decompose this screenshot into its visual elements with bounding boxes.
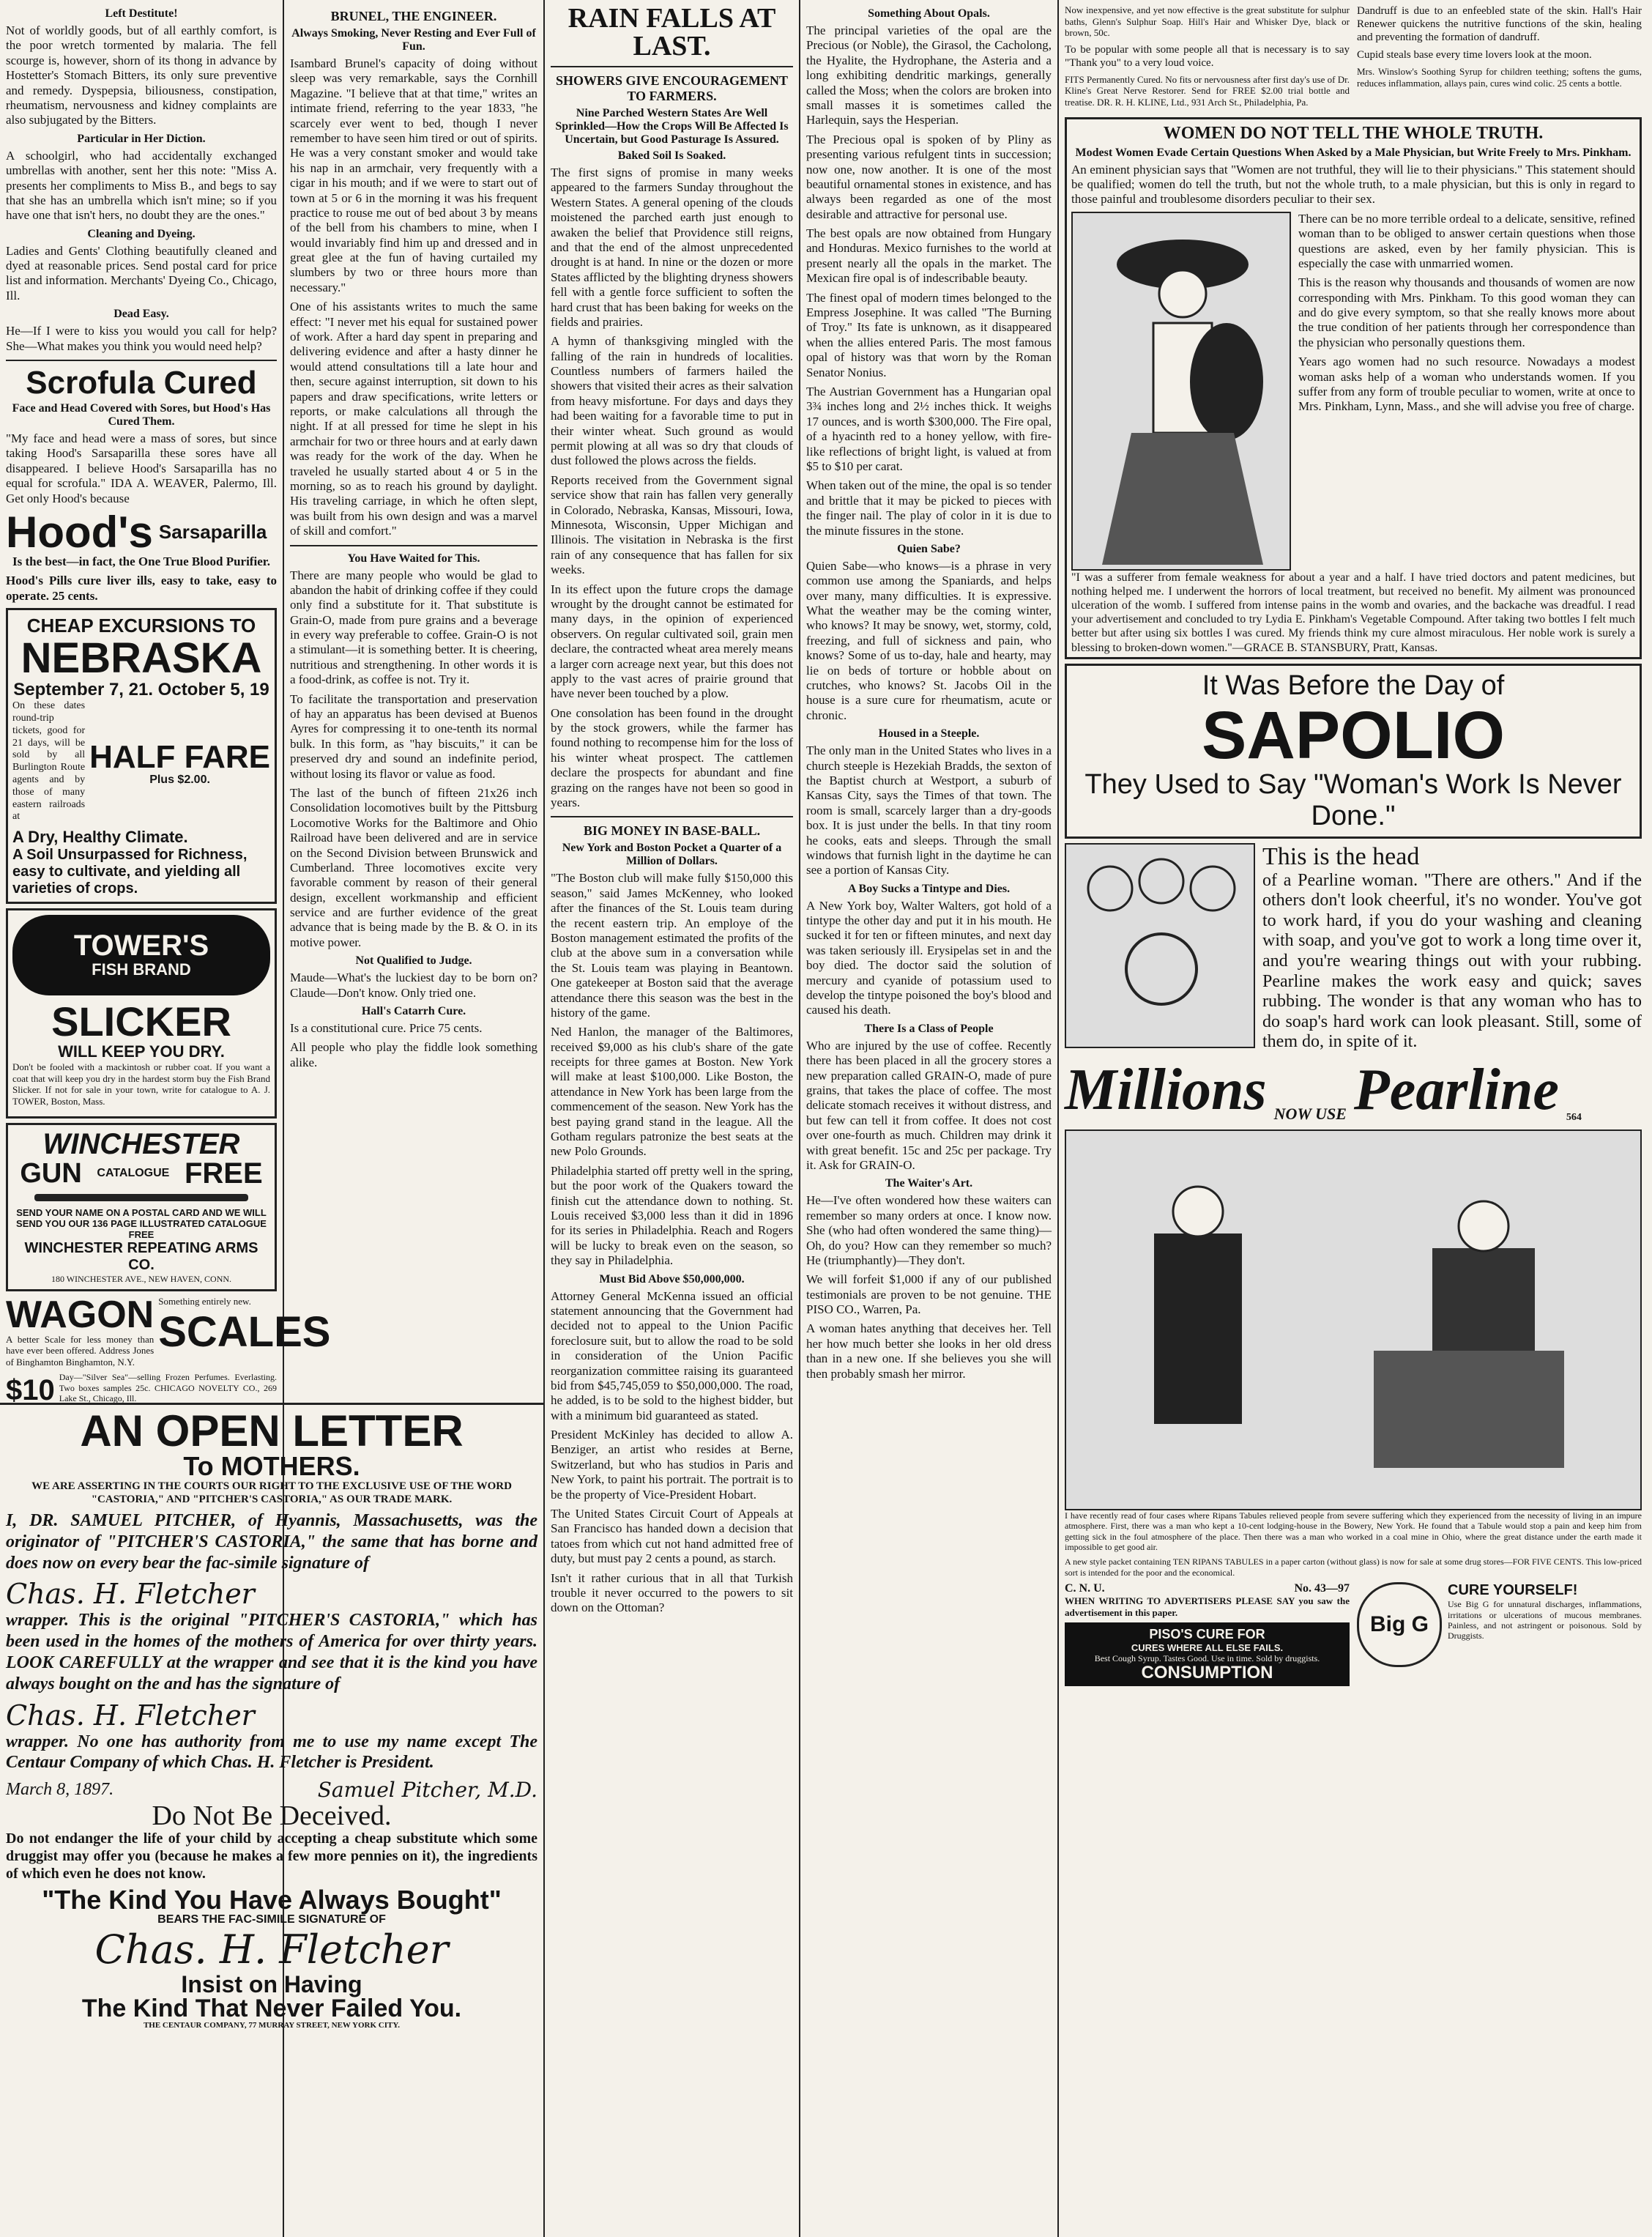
ad-text: Hood's Pills cure liver ills, easy to take, easy to operate. 25 cents.: [6, 574, 277, 603]
article-text: Who are injured by the use of coffee. Recently there has been placed in all the grocery stores a new preparation called GRAIN-O, made of pure grains, that takes the place of coffee. The most delicate stomach receives it without distress, and but few can tell it from coffee. It does not cost over one-fourth as much. Children may drink it with great benefit. 15c and 25c per package. Try it. Ask for GRAIN-O.: [806, 1038, 1052, 1172]
headline: BIG MONEY IN BASE-BALL.: [583, 823, 761, 839]
article-text: Is a constitutional cure. Price 75 cents.: [290, 1021, 483, 1036]
article-text: The only man in the United States who lives in a church steeple is Hezekiah Bradds, the sexton of the Baptist church at Westport, a suburb of Kansas City, says the Times of that town. The room is small, scarcely larger than a dry-goods box. It is just under the bells. In that tiny room he cooks, eats and sleeps. Through the small windows that furnish light in the daytime he can see a portion of Kansas City.: [806, 743, 1052, 878]
ripans-illustration: [1065, 1129, 1642, 1510]
article-text: When taken out of the mine, the opal is so tender and brittle that it may be picked to pieces with the finger nail. The play of color in it is due to the minute fissures in the stone.: [806, 478, 1052, 538]
column-4: [800, 0, 1057, 2237]
column-1: [0, 0, 331, 1406]
nebraska-ad: CHEAP EXCURSIONS TO NEBRASKA September 7, 21. October 5, 19 On these dates round-trip tickets, good for 21 days, will be sold by all Burlington Route agents and by those of many eastern railroads at HALF FARE Plus $2.00. A Dry, Healthy Climate. A Soil Unsurpassed for Richness, easy to cultivate, and yielding all varieties of crops.: [6, 608, 277, 904]
headline: Something About Opals.: [868, 7, 990, 20]
big-g-ad: Big G CURE YOURSELF! Use Big G for unnatural discharges, inflammations, irritations or ulcerations of mucous membranes. Painless, and not astringent or poisonous. Sold by Druggists.: [1357, 1582, 1642, 1686]
fletcher-signature: Chas. H. Fletcher: [94, 1926, 449, 1973]
headline: Cleaning and Dyeing.: [87, 227, 196, 240]
rifle-icon: [34, 1194, 248, 1201]
article-text: A hymn of thanksgiving mingled with the falling of the rain in hundreds of localities. Countless numbers of farmers hailed the showers that visited their acres as their salvation from heavy misfortune. For days and days they had been waiting for a favorable time to put in their winter wheat. Such ground as would permit plowing at all was so dry that clouds of dust followed the plows across the fields.: [551, 334, 793, 468]
article-text: A woman hates anything that deceives her. Tell her how much better she looks in her old dress than in a new one. If she believes you she will then probably smash her mirror.: [806, 1321, 1052, 1381]
article-text: We will forfeit $1,000 if any of our published testimonials are proven to be not genuine. THE PISO CO., Warren, Pa.: [806, 1272, 1052, 1317]
article-text: The finest opal of modern times belonged to the Empress Josephine. It was called "The Burning of Troy." Its fate is unknown, as it disappeared when the allies entered Paris. The most famous opal of history was that worn by the Roman Senator Nonius.: [806, 290, 1052, 379]
bottom-ads: C. N. U. No. 43—97 WHEN WRITING TO ADVERTISERS PLEASE SAY you saw the advertisement in this paper. PISO'S CURE FOR CURES WHERE ALL ELSE FAILS. Best Cough Syrup. Tastes Good. Use in time. Sold by druggists. CONSUMPTION Big G CURE YOURSELF! Use Big G for unnatural discharges, inflammations, irritations or ulcerations of mucous membranes. Painless, and not astringent or poisonous. Sold by Druggists.: [1065, 1582, 1642, 1686]
article-text: The United States Circuit Court of Appeals at San Francisco has handed down a decision that tatoes from which cut not hand admitted free of duty, but must pay 2 cents a pound, as starch.: [551, 1507, 793, 1566]
article-text: Isn't it rather curious that in all that Turkish trouble it never occurred to the powers to sit down on the Ottoman?: [551, 1570, 793, 1615]
article-text: Not of worldly goods, but of all earthly comfort, is the poor wretch tormented by malaria. The fell scourge is, however, shorn of its thong in advance by Hostetter's Stomach Bitters, its only sure preventive and remedy. Dyspepsia, biliousness, constipation, rheumatism, nervousness and kidney complaints are also subjugated by the Bitters.: [6, 23, 277, 127]
article-text: The Precious opal is spoken of by Pliny as presenting various refulgent tints in succession; now one, now another. It is one of the most beautiful ornamental stones in existence, and has always been regarded as one of the most desirable and attractive for personal use.: [806, 132, 1052, 221]
article-text: The first signs of promise in many weeks appeared to the farmers Sunday throughout the Western States. A general opening of the clouds moistened the parched earth just enough to awaken the belief that Providence still reigns, and that the end of the almost unprecedented drought is at hand. In nine or the dozen or more States afflicted by the blighting dryness showers fell with a gentle force sufficient to soften the hard crust that has been baking for weeks on the fields and prairies.: [551, 166, 793, 329]
pinkham-ad: WOMEN DO NOT TELL THE WHOLE TRUTH. Modest Women Evade Certain Questions When Asked by a Male Physician, but Write Freely to Mrs. Pinkham. An eminent physician says that "Women are not truthful, they will lie to their physicians." This statement should be qualified; women do tell the truth, but not the whole truth, to a male physician, but this is only in regard to those painful and troublesome disorders peculiar to their sex. There can be no more terrible ordeal to a delicate, sensitive, refined woman than to be obliged to answer certain questions when those questions are asked, even by her family physician. This is especially the case with unmarried women. This is the reason why thousands and thousands of women are now corresponding with Mrs. Pinkham. To this good woman they can and do give every symptom, so that she really knows more about the true condition of her patients through her correspondence than the physician who personally questions them. Years ago women had no such resource. Nowadays a modest woman asks help of a woman who understands women. If you suffer from any form of trouble peculiar to women, write at once to Mrs. Pinkham, Lynn, Mass., and she will advise you free of charge. "I was a sufferer from female weakness for about a year and a half. I have tried doctors and patent medicines, but nothing helped me. I underwent the horrors of local treatment, but received no benefit. My ailment was pronounced ulceration of the womb. I suffered from intense pains in the womb and ovaries, and the backache was dreadful. I read your advertisement and concluded to try Lydia E. Pinkham's Vegetable Compound. After taking two bottles I felt much better but after using six bottles I was cured. My friends think my cure almost miraculous. Her noble work is surely a blessing to broken-down women."—GRACE B. STANSBURY, Pratt, Kansas.: [1065, 117, 1642, 659]
article-text: "The Boston club will make fully $150,000 this season," said James McKenney, who looked after the finances of the St. Louis team during the recent eastern trip. An employe of the Boston management estimated the profits of the club at the above sum in a conversation while the St. Louis team was playing in Beantown. One gatekeeper at Boston said that the average attendance there this season was the best in the history of the game.: [551, 871, 793, 1020]
article-text: Isambard Brunel's capacity of doing without sleep was very remarkable, says the Cornhill Magazine. "I believe that at that time," writes an intimate friend, referring to the year 1833, "he scarcely ever went to bed, though I never remember to have seen him tired or out of spirits. He was a very constant smoker and would take his nap in an armchair, very frequently with a cigar in his mouth; and if we were to start out of town at 5 or 6 in the morning it was his frequent practice to rouse me out of bed about 3 by means of the bell from his chambers to mine, when I would invariably find him up and dressed and in great glee at the fun of having curtailed my slumbers by two or three hours more than necessary.": [290, 56, 537, 294]
article-text: President McKinley has decided to allow A. Benziger, an artist who resides at Berne, Switzerland, but who has studios in Paris and New York, to paint his portrait. The portrait is to be the property of Vice-President Hobart.: [551, 1428, 793, 1502]
article-text: All people who play the fiddle look something alike.: [290, 1040, 537, 1069]
column-2: [284, 0, 543, 1403]
article-text: Attorney General McKenna issued an official statement announcing that the Government had decided not to appeal to the Union Pacific foreclosure suit, but to allow the road to be sold in consideration of the Union Pacific reorganization committee raising its guaranteed bid from $45,745,059 to $50,000,000. The road, he added, is to be sold to the highest bidder, but with a minimum bid guaranteed as stated.: [551, 1288, 793, 1422]
headline: The Waiter's Art.: [885, 1177, 973, 1190]
sapolio-ad: It Was Before the Day of SAPOLIO They Used to Say "Woman's Work Is Never Done.": [1065, 664, 1642, 839]
article-text: A New York boy, Walter Walters, got hold of a tintype the other day and put it in his mouth. He sucked it for ten or fifteen minutes, and next day was taken seriously ill. Erysipelas set in and the boy died. The doctor said the solution of mercury and cyanide of potassium used to develop the tintype poisoned the boy's blood and caused his death.: [806, 898, 1052, 1017]
subhead: New York and Boston Pocket a Quarter of a Million of Dollars.: [562, 842, 782, 868]
article-text: Ladies and Gents' Clothing beautifully cleaned and dyed at reasonable prices. Send postal card for price list and information. Merchants' Dyeing Co., Chicago, Ill.: [6, 243, 277, 303]
article-text: Reports received from the Government signal service show that rain has fallen very generally in Colorado, Nebraska, Kansas, Missouri, Iowa, Minnesota, Wisconsin, Upper Michigan and Illinois. The visitation in Nebraska is the first rain of any consequence that has fallen for six weeks.: [551, 472, 793, 577]
headline: Baked Soil Is Soaked.: [617, 149, 726, 162]
article-text: One of his assistants writes to much the same effect: "I never met his equal for sustained power of work. After a hard day spent in preparing and delivering evidence and after a hasty dinner he would attend consultations till a late hour and then, secure against interruption, sit down to his papers and draw specifications, write letters or reports, or make calculations all through the night. If at all pressed for time he slept in his armchair for two or three hours and at early dawn was ready for the work of the day. When he traveled he usually started about 4 or 5 in the morning, so as to reach his ground by daylight. His traveling carriage, in which he often slept, was built from his own design and was a marvel of skill and comfort.": [290, 300, 537, 538]
headline: Quien Sabe?: [897, 542, 961, 555]
pearline-ad: This is the head of a Pearline woman. "There are others." And if the others don't look cheerful, it's no wonder. You've got to work hard, if you do your washing and cleaning with soap, and you've got to work a long time over it, and you're wearing things out with your rubbing. Pearline makes the work easy and quick; saves rubbing. The wonder is that any woman who has to do soap's hard work can look pleasant. Still, some of them do, in spite of it. Millions NOW USE Pearline 564: [1065, 842, 1642, 1123]
article-text: One consolation has been found in the drought by the stock growers, while the farmer has found nothing to recompense him for the loss of his winter wheat prospect. The cattlemen declare the prospects for abundant and fine grazing on the ranges have not been so good in years.: [551, 705, 793, 810]
article-text: Philadelphia started off pretty well in the spring, but the poor work of the Quakers toward the finish cut the attendance down to nothing. St. Louis received $3,000 less than it did in 1896 for its series in Philadelphia. Reach and Rogers will be lucky to break even on the season, so they say in Philadelphia.: [551, 1163, 793, 1268]
piso-ad: PISO'S CURE FOR CURES WHERE ALL ELSE FAILS. Best Cough Syrup. Tastes Good. Use in time. Sold by druggists. CONSUMPTION: [1065, 1622, 1350, 1686]
fletcher-signature: Chas. H. Fletcher: [6, 1699, 255, 1732]
article-text: The last of the bunch of fifteen 21x26 inch Consolidation locomotives built by the Pittsburg Locomotive Works for the Baltimore and Ohio Railroad have been delivered and are in service on the Second Division between Brunswick and Cumberland. Three locomotives excite very favorable comment by reason of their general design, excellent workmanship and efficient service and are further evidence of the great advance that is being made by the B. & O. in its motive power.: [290, 785, 537, 949]
article-text: To facilitate the transportation and preservation of hay an apparatus has been devised at Buenos Ayres for compressing it to one-tenth its normal bulk. In this form, as "hay biscuits," it can be preserved dry and sound an indefinite period, without losing its flavor or value as food.: [290, 691, 537, 781]
ripans-text: I have recently read of four cases where Ripans Tabules relieved people from severe suffering which they experienced from the necessity of living in an impure atmosphere. First, there was a man who kept a 10-cent lodging-house in the Bowery, New York. He found that a Tabule would stop a pain and keep him from getting sick in the foul atmosphere of the place. Then there was a man who worked in a coal mine in Ohio, where the great distance under the earth made it impossible to get good air.: [1065, 1510, 1642, 1553]
ad-text: "My face and head were a mass of sores, but since taking Hood's Sarsaparilla these sores have all disappeared. I believe Hood's Sarsaparilla has no equal for scrofula." IDA A. WEAVER, Palermo, Ill. Get only Hood's because: [6, 431, 277, 505]
article-text: There are many people who would be glad to abandon the habit of drinking coffee if they could only find a substitute for it. That substitute is Grain-O, made from pure grains and a beverage in every way preferable to coffee. Grain-O is not a stimulant—it is something better. It is cheering, nutritious and strengthening. In other words it is a food-drink, as coffee is not. Try it.: [290, 568, 537, 687]
deck: Nine Parched Western States Are Well Sprinkled—How the Crops Will Be Affected Is Uncertain, but Good Pasturage Is Assured.: [555, 107, 789, 146]
big-g-logo: Big G: [1357, 1582, 1442, 1667]
subhead: SHOWERS GIVE ENCOURAGEMENT TO FARMERS.: [555, 73, 789, 103]
ad-headline-scrofula: Scrofula Cured: [26, 365, 257, 401]
castoria-ad: AN OPEN LETTER To MOTHERS. WE ARE ASSERTING IN THE COURTS OUR RIGHT TO THE EXCLUSIVE USE OF THE WORD "CASTORIA," AND "PITCHER'S CASTORIA," AS OUR TRADE MARK. I, DR. SAMUEL PITCHER, of Hyannis, Massachusetts, was the originator of "PITCHER'S CASTORIA," the same that has borne and does now on every bear the fac-simile signature of Chas. H. Fletcher wrapper. This is the original "PITCHER'S CASTORIA," which has been used in the homes of the mothers of America for over thirty years. LOOK CAREFULLY at the wrapper and see that it is the kind you have always bought on the and has the signature of Chas. H. Fletcher wrapper. No one has authority from me to use my name except The Centaur Company of which Chas. H. Fletcher is President. March 8, 1897. Samuel Pitcher, M.D. Do Not Be Deceived. Do not endanger the life of your child by accepting a cheap substitute which some druggist may offer you (because he makes a few more pennies on it), the ingredients of which even he does not know. "The Kind You Have Always Bought" BEARS THE FAC-SIMILE SIGNATURE OF Chas. H. Fletcher Insist on Having The Kind That Never Failed You. THE CENTAUR COMPANY, 77 MURRAY STREET, NEW YORK CITY.: [0, 1403, 543, 2237]
headline: Dead Easy.: [114, 308, 169, 321]
novelty-ad: $10 Day—"Silver Sea"—selling Frozen Perfumes. Everlasting. Two boxes samples 25c. CHICAGO NOVELTY CO., 269 Lake St., Chicago, Ill.: [6, 1372, 277, 1406]
headline: Housed in a Steeple.: [878, 727, 980, 741]
article-text: The principal varieties of the opal are the Precious (or Noble), the Girasol, the Cacholong, the Hyalite, the Hydrophane, the Asteria and a long exhibiting dendritic markings, generally called the Moss; when the colors are broken into small masses it is sometimes called the Harlequin, says the Hesperian.: [806, 23, 1052, 127]
top-briefs: Now inexpensive, and yet now effective is the great substitute for sulphur baths, Glenn's Sulphur Soap. Hill's Hair and Whisker Dye, black or brown, 50c. To be popular with some people all that is necessary is to say "Thank you" to a very loud voice. FITS Permanently Cured. No fits or nervousness after first day's use of Dr. Kline's Great Nerve Restorer. Send for FREE $2.00 trial bottle and treatise. DR. R. H. KLINE, Ltd., 931 Arch St., Philadelphia, Pa. Dandruff is due to an enfeebled state of the skin. Hall's Hair Renewer quickens the nutritive functions of the skin, healing and preventing the formation of dandruff. Cupid steals base every time lovers look at the moon. Mrs. Winslow's Soothing Syrup for children teething; softens the gums, reduces inflammation, allays pain, cures wind colic. 25 cents a bottle.: [1065, 4, 1642, 108]
article-text: The best opals are now obtained from Hungary and Honduras. Mexico furnishes to the world at present nearly all the opals in the market. The Mexican fire opal is of indescribable beauty.: [806, 226, 1052, 286]
article-text: He—I've often wondered how these waiters can remember so many orders at once. I know now. She (who had often wondered the same thing)—Oh, do you? How can they remember so much? He (triumphantly)—They don't.: [806, 1193, 1052, 1267]
column-5: [1059, 0, 1648, 2237]
woman-figure-icon: [1073, 213, 1290, 569]
fletcher-signature: Chas. H. Fletcher: [6, 1578, 255, 1611]
article-text: The Austrian Government has a Hungarian opal 3¾ inches long and 2½ inches thick. It weighs 17 ounces, and is worth $300,000. The Fire opal, of a hyacinth red to a honey yellow, with fire-like reflections of bright light, is valued at from $5 to $10 per carat.: [806, 384, 1052, 473]
headline: You Have Waited for This.: [347, 552, 480, 565]
ripans-footer: A new style packet containing TEN RIPANS TABULES in a paper carton (without glass) is now for sale at some drug stores—FOR FIVE CENTS. This low-priced sort is intended for the poor and the economical.: [1065, 1557, 1642, 1578]
hoods-logo: Hood's Sarsaparilla: [6, 507, 267, 557]
headline: Must Bid Above $50,000,000.: [599, 1272, 745, 1286]
article-text: Ned Hanlon, the manager of the Baltimores, received $9,000 as his club's share of the gate receipts for three games at Boston. New York will make at least $100,000. Like Boston, the attendance in New York has been large from the commencement of the season. New York has the best paying grand stand in the league. All the Gotham regulars patronize the best seats at the new Polo Grounds.: [551, 1025, 793, 1159]
faces-icon: [1066, 845, 1254, 1047]
article-text: In its effect upon the future crops the damage wrought by the drought cannot be estimated for many days, in the opinion of experienced observers. On regular cultivated soil, grain men declare, the contracted wheat area merely means a larger corn acreage next year, but this does not apply to the vast acres of prairie ground that have never been touched by a plow.: [551, 582, 793, 701]
two-men-icon: [1066, 1131, 1652, 1509]
headline: BRUNEL, THE ENGINEER.: [330, 9, 497, 23]
headline: Not Qualified to Judge.: [355, 954, 472, 968]
article-text: He—If I were to kiss you would you call for help? She—What makes you think you would need help?: [6, 324, 277, 353]
subhead: Always Smoking, Never Resting and Ever Full of Fun.: [291, 27, 536, 53]
headline: There Is a Class of People: [864, 1022, 994, 1035]
article-text: Quien Sabe—who knows—is a phrase in very common use among the Spaniards, and helps over many, many difficulties. It is expressive. What the weather may be the coming winter, who knows? It may be snowy, wet, stormy, cold, freezing, and full of sickness and pain, who knows? Some of us to-day, hale and hearty, may lie on beds of torture or hobble about on crutches, who knows? St. Jacobs Oil in the house is a sure cure for rheumatism, acute or chronic.: [806, 558, 1052, 722]
headline: Hall's Catarrh Cure.: [361, 1005, 466, 1018]
faces-illustration: [1065, 843, 1255, 1048]
pitcher-signature: Samuel Pitcher, M.D.: [317, 1778, 537, 1803]
page-headline: RAIN FALLS AT LAST.: [568, 3, 776, 62]
fish-brand-logo: TOWER'S FISH BRAND: [12, 915, 270, 995]
headline: Left Destitute!: [105, 7, 178, 20]
article-text: A schoolgirl, who had accidentally exchanged umbrellas with another, sent her this note: "Miss A. presents her compliments to Miss B., and begs to say that she has an umbrella which isn't mine; so if you have one that isn't hers, no doubt they are the ones.": [6, 148, 277, 223]
column-3: [545, 0, 799, 2237]
ad-tagline: Is the best—in fact, the One True Blood Purifier.: [12, 554, 270, 568]
article-text: Maude—What's the luckiest day to be born on? Claude—Don't know. Only tried one.: [290, 971, 537, 1000]
headline: Particular in Her Diction.: [77, 132, 206, 145]
winchester-ad: WINCHESTER GUN CATALOGUE FREE SEND YOUR NAME ON A POSTAL CARD AND WE WILL SEND YOU OUR 136 PAGE ILLUSTRATED CATALOGUE FREE WINCHESTER REPEATING ARMS CO. 180 WINCHESTER AVE., NEW HAVEN, CONN.: [6, 1123, 277, 1291]
wagon-scales-ad: WAGON A better Scale for less money than have ever been offered. Address Jones of Binghamton Binghamton, N.Y. Something entirely new. SCALES: [6, 1293, 331, 1368]
headline: A Boy Sucks a Tintype and Dies.: [847, 882, 1011, 895]
ad-subhead: Face and Head Covered with Sores, but Hood's Has Cured Them.: [12, 402, 271, 429]
tower-slicker-ad: TOWER'S FISH BRAND SLICKER WILL KEEP YOU DRY. Don't be fooled with a mackintosh or rubber coat. If you want a coat that will keep you dry in the hardest storm buy the Fish Brand Slicker. If not for sale in your town, write for catalogue to A. J. TOWER, Boston, Mass.: [6, 908, 277, 1118]
woman-illustration: [1071, 212, 1291, 571]
